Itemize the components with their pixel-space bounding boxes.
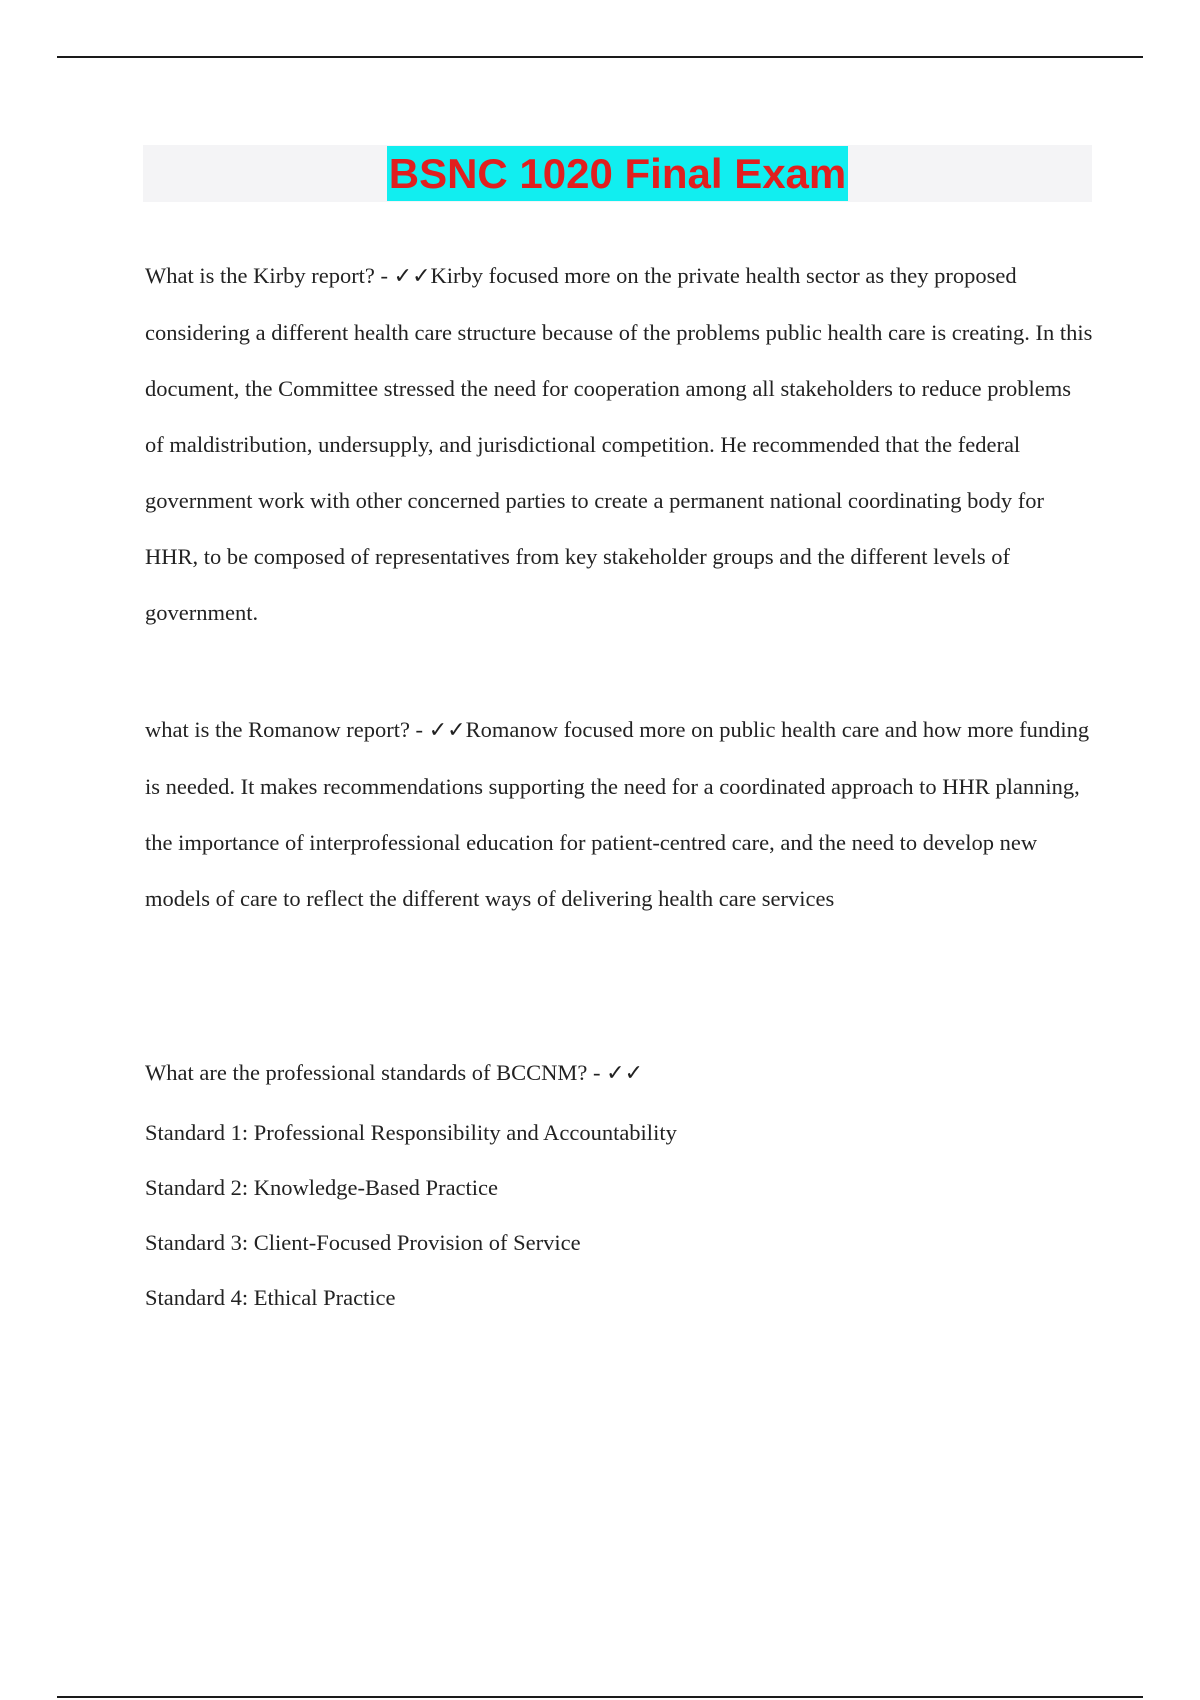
- checkmark-icon: ✓✓: [428, 718, 466, 743]
- list-item: Standard 1: Professional Responsibility and Accountability: [145, 1120, 677, 1145]
- question-text: what is the Romanow report? -: [145, 717, 429, 742]
- qa-romanow: [145, 702, 1095, 927]
- standards-list: [145, 1105, 677, 1325]
- question-text: What are the professional standards of BCCNM? -: [145, 1060, 607, 1085]
- list-item: Standard 3: Client-Focused Provision of Service: [145, 1230, 581, 1255]
- list-item: Standard 4: Ethical Practice: [145, 1285, 396, 1310]
- qa-bccnm-standards: [145, 1045, 1095, 1102]
- question-text: What is the Kirby report? -: [145, 263, 394, 288]
- answer-text: Kirby focused more on the private health sector as they proposed considering a different health care structure because of the problems public health care is creating. In this document, the Committee stressed the need for cooperation among all stakeholders to reduce problems of maldistribution, undersupply, and jurisdictional competition. He recommended that the federal government work with other concerned parties to create a permanent national coordinating body for HHR, to be composed of representatives from key stakeholder groups and the different levels of government.: [145, 263, 1093, 625]
- page-title: BSNC 1020 Final Exam: [387, 146, 849, 201]
- list-item: Standard 2: Knowledge-Based Practice: [145, 1175, 499, 1200]
- qa-kirby: [145, 248, 1095, 641]
- answer-text: Romanow focused more on public health care and how more funding is needed. It makes recommendations supporting the need for a coordinated approach to HHR planning, the importance of interprofessional education for patient-centred care, and the need to develop new models of care to reflect the different ways of delivering health care services: [145, 717, 1090, 911]
- bottom-rule: [57, 1696, 1143, 1698]
- checkmark-icon: ✓✓: [393, 264, 431, 289]
- title-band: [143, 145, 1092, 202]
- top-rule: [57, 56, 1143, 58]
- checkmark-icon: ✓✓: [606, 1061, 644, 1086]
